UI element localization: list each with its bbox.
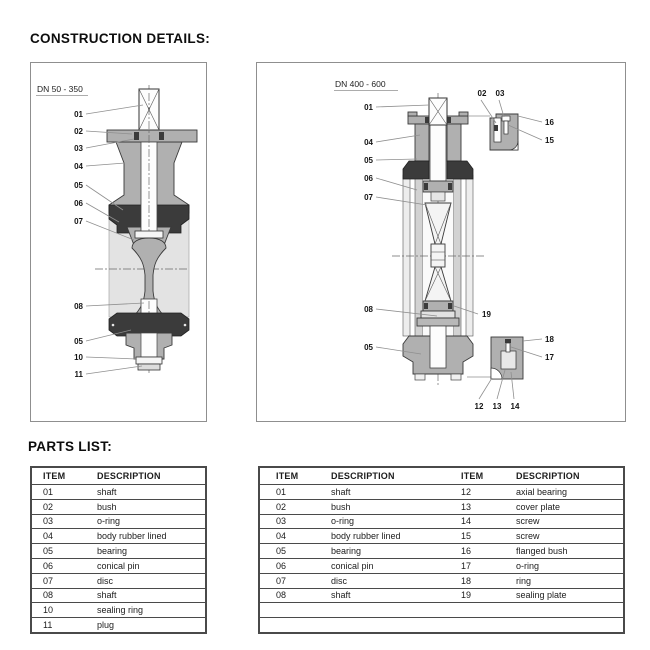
collar-hole-left [112, 324, 115, 327]
table-cell: 18 [461, 573, 516, 588]
callout-12: 12 [474, 402, 484, 411]
callout-05: 05 [364, 156, 373, 165]
table-row [259, 499, 624, 514]
callout-18: 18 [545, 335, 554, 344]
column-header: DESCRIPTION [97, 467, 206, 485]
table-row [259, 544, 624, 559]
valve-drawing-dn50-350 [31, 63, 206, 421]
callout-19: 19 [482, 310, 491, 319]
callout-06: 06 [364, 174, 373, 183]
table-cell: 01 [259, 485, 331, 500]
table-cell: 06 [31, 558, 97, 573]
table-cell: bush [331, 499, 461, 514]
body-column-right [447, 124, 461, 161]
callout-05: 05 [74, 181, 83, 190]
table-cell: shaft [97, 485, 206, 500]
ring-oring-left [424, 183, 428, 190]
bush-oring-right [159, 132, 164, 140]
ring-oring-right [448, 183, 452, 190]
table-cell: 13 [461, 499, 516, 514]
table-cell: conical pin [331, 558, 461, 573]
callout-16: 16 [545, 118, 554, 127]
callout-05b: 05 [364, 343, 373, 352]
table-cell: 15 [461, 529, 516, 544]
callout-07: 07 [364, 193, 373, 202]
table-cell: o-ring [97, 514, 206, 529]
table-cell: ring [516, 573, 624, 588]
callout-07: 07 [74, 217, 83, 226]
plug-shape [138, 364, 160, 370]
table-row [31, 499, 206, 514]
table-cell: axial bearing [516, 485, 624, 500]
body-column-left [415, 124, 429, 161]
callout-03: 03 [74, 144, 83, 153]
disc-seal-bar-shape [135, 231, 163, 238]
table-row [31, 529, 206, 544]
lower-ring-oring-right [448, 303, 452, 309]
table-cell: conical pin [97, 558, 206, 573]
table-cell: 08 [259, 588, 331, 603]
table-row [259, 485, 624, 500]
table-row [259, 588, 624, 603]
table-row [259, 603, 624, 618]
table-cell: sealing ring [97, 603, 206, 618]
table-cell [461, 618, 516, 633]
callout-17: 17 [545, 353, 554, 362]
table-row [259, 573, 624, 588]
body-foot-right [447, 161, 473, 179]
callout-11: 11 [74, 370, 83, 379]
table-cell: 07 [259, 573, 331, 588]
table-cell [259, 618, 331, 633]
detail-bottom-bearing [467, 337, 523, 379]
table-cell: shaft [331, 485, 461, 500]
table-row [259, 558, 624, 573]
callout-08: 08 [364, 305, 373, 314]
table-cell: screw [516, 529, 624, 544]
table-cell: flanged bush [516, 544, 624, 559]
callout-05b: 05 [74, 337, 83, 346]
table-row [31, 603, 206, 618]
table-cell: 02 [31, 499, 97, 514]
table-cell: cover plate [516, 499, 624, 514]
table-cell [331, 603, 461, 618]
table-cell: 08 [31, 588, 97, 603]
table-row [31, 544, 206, 559]
bush-oring-left [425, 117, 429, 123]
callout-04: 04 [364, 138, 373, 147]
table-row [31, 573, 206, 588]
table-cell: disc [331, 573, 461, 588]
bush-oring-right [447, 117, 451, 123]
diagram-dn50-350 [30, 62, 207, 422]
callout-labels [74, 110, 83, 379]
column-header: DESCRIPTION [516, 467, 624, 485]
upper-shaft-shape [430, 124, 446, 181]
callout-02: 02 [74, 127, 83, 136]
table-cell: 02 [259, 499, 331, 514]
lower-flange-bar [417, 318, 459, 326]
flange-tab-left [408, 112, 417, 116]
table-cell: 17 [461, 558, 516, 573]
table-cell: 06 [259, 558, 331, 573]
table-cell [461, 603, 516, 618]
table-row [259, 514, 624, 529]
callout-02: 02 [477, 89, 487, 98]
table-header-row [31, 467, 206, 485]
callout-14: 14 [510, 402, 520, 411]
table-cell: 07 [31, 573, 97, 588]
lower-ring-oring-left [424, 303, 428, 309]
table-cell: 10 [31, 603, 97, 618]
parts-list-heading: PARTS LIST: [28, 439, 113, 454]
table-cell: plug [97, 618, 206, 633]
top-flange-shape [107, 130, 197, 142]
table-cell: 19 [461, 588, 516, 603]
table-cell: bearing [331, 544, 461, 559]
diagram-title: DN 50 - 350 [37, 84, 83, 94]
foot-washer-left [415, 374, 425, 380]
sealing-ring-shape [136, 357, 162, 364]
table-row [31, 514, 206, 529]
callout-06: 06 [74, 199, 83, 208]
table-cell [331, 618, 461, 633]
foot-washer-right [451, 374, 461, 380]
table-row [31, 485, 206, 500]
shaft-top-shape [429, 98, 447, 125]
callout-04: 04 [74, 162, 83, 171]
table-row [259, 618, 624, 633]
table-cell: 12 [461, 485, 516, 500]
table-cell: 11 [31, 618, 97, 633]
table-row [259, 529, 624, 544]
column-header: ITEM [259, 467, 331, 485]
construction-details-heading: CONSTRUCTION DETAILS: [30, 31, 211, 46]
table-cell: o-ring [331, 514, 461, 529]
table-cell: 05 [31, 544, 97, 559]
flange-tab-right [459, 112, 468, 116]
collar-hole-right [184, 324, 187, 327]
table-cell: screw [516, 514, 624, 529]
table-cell: disc [97, 573, 206, 588]
callout-03: 03 [495, 89, 505, 98]
table-row [31, 618, 206, 633]
diagram-title: DN 400 - 600 [335, 79, 386, 89]
callout-08: 08 [74, 302, 83, 311]
callout-15: 15 [545, 136, 554, 145]
parts-table-dn400-600 [258, 466, 625, 634]
column-header: DESCRIPTION [331, 467, 461, 485]
table-row [31, 588, 206, 603]
table-cell [516, 618, 624, 633]
lower-shaft-shape [430, 326, 446, 368]
table-cell: 05 [259, 544, 331, 559]
table-cell: body rubber lined [331, 529, 461, 544]
table-cell: sealing plate [516, 588, 624, 603]
callout-13: 13 [492, 402, 502, 411]
bush-oring-left [134, 132, 139, 140]
table-cell: body rubber lined [97, 529, 206, 544]
valve-drawing-dn400-600 [257, 63, 625, 421]
table-cell: 01 [31, 485, 97, 500]
table-cell: 04 [259, 529, 331, 544]
upper-neck [431, 192, 445, 201]
table-header-row [259, 467, 624, 485]
column-header: ITEM [31, 467, 97, 485]
callout-10: 10 [74, 353, 83, 362]
diagram-dn400-600 [256, 62, 626, 422]
callout-01: 01 [364, 103, 373, 112]
table-cell: 03 [259, 514, 331, 529]
table-cell [259, 603, 331, 618]
table-cell [516, 603, 624, 618]
table-cell: shaft [97, 588, 206, 603]
parts-table-dn50-350 [30, 466, 207, 634]
table-cell: bush [97, 499, 206, 514]
callout-01: 01 [74, 110, 83, 119]
lower-shaft-end-shape [141, 333, 157, 357]
table-cell: 03 [31, 514, 97, 529]
table-row [31, 558, 206, 573]
table-cell: 04 [31, 529, 97, 544]
body-foot-left [403, 161, 429, 179]
table-cell: bearing [97, 544, 206, 559]
table-cell: 14 [461, 514, 516, 529]
table-cell: o-ring [516, 558, 624, 573]
table-cell: shaft [331, 588, 461, 603]
table-cell: 16 [461, 544, 516, 559]
column-header: ITEM [461, 467, 516, 485]
detail-top-bush [468, 114, 518, 150]
